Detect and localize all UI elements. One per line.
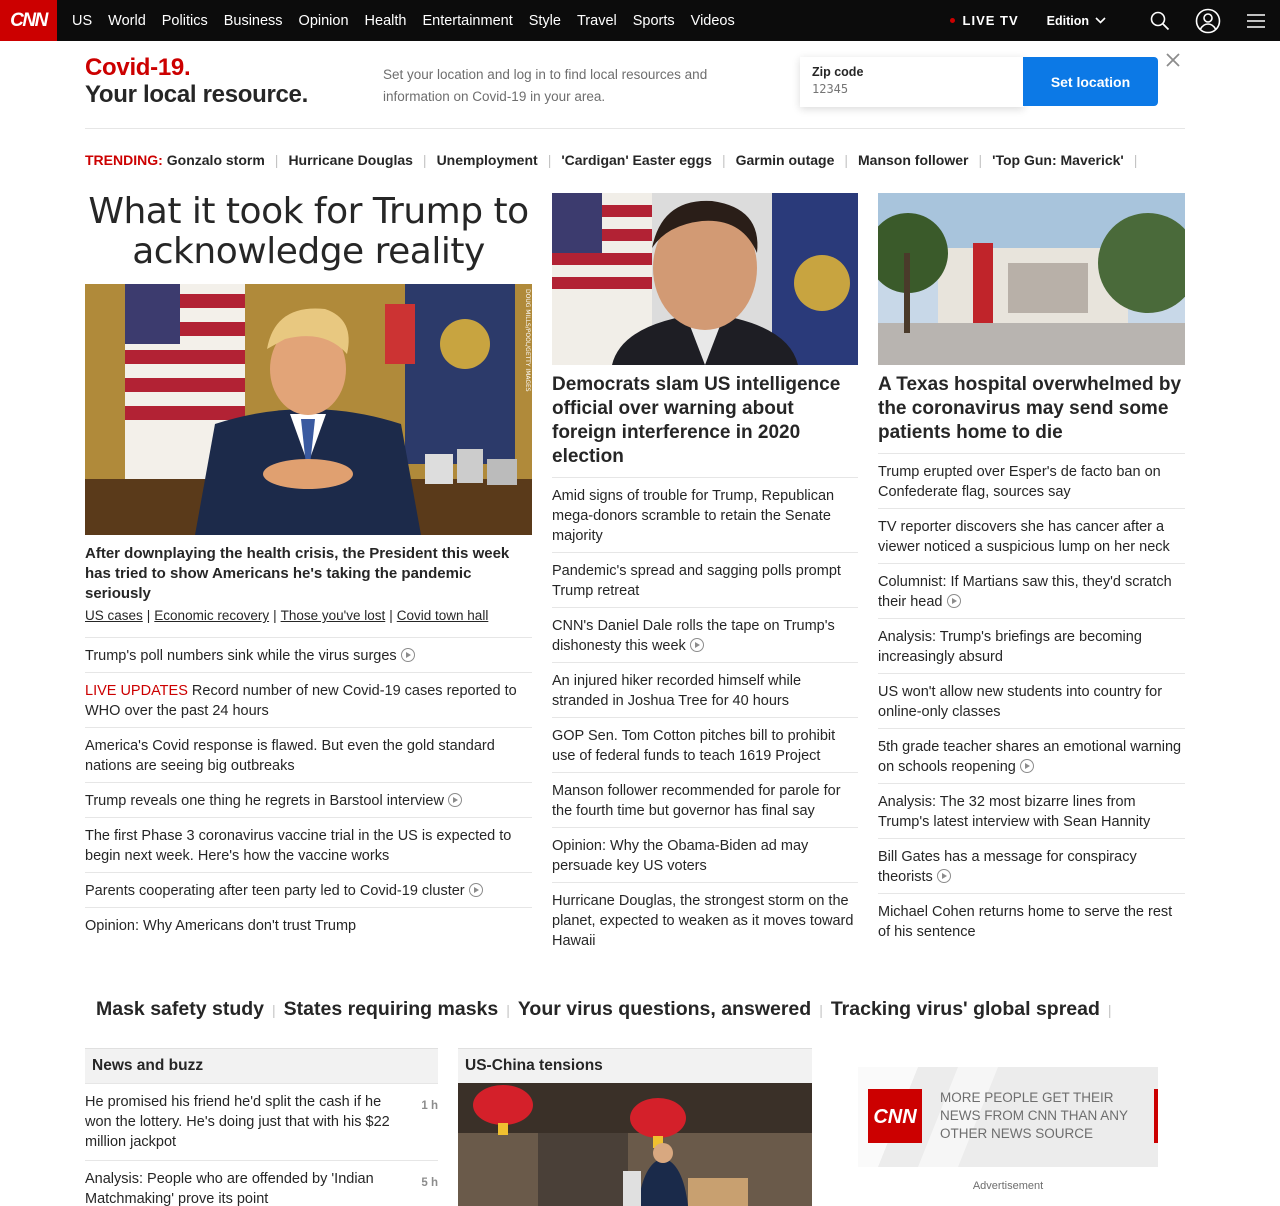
trending-separator: | bbox=[1133, 152, 1138, 168]
story-text: Pandemic's spread and sagging polls prompt Trump retreat bbox=[552, 563, 841, 599]
covid-description: Set your location and log in to find local resources and information on Covid-19 in your area. bbox=[383, 67, 708, 104]
story-item[interactable] bbox=[552, 477, 858, 552]
trending-item[interactable]: Garmin outage bbox=[735, 152, 835, 168]
story-item[interactable] bbox=[552, 607, 858, 662]
link-separator: | bbox=[389, 608, 393, 623]
trending-separator: | bbox=[978, 152, 983, 168]
middle-headline[interactable]: Democrats slam US intelligence official over warning about foreign interference in 2020 election bbox=[552, 374, 841, 467]
story-item[interactable] bbox=[878, 508, 1185, 563]
news-and-buzz-list bbox=[85, 1083, 438, 1206]
chevron-down-icon bbox=[1095, 17, 1106, 24]
play-video-icon bbox=[690, 638, 704, 652]
official-portrait-photo bbox=[552, 193, 858, 365]
search-button[interactable] bbox=[1136, 0, 1184, 41]
play-video-icon bbox=[947, 594, 961, 608]
zip-code-label: Zip code bbox=[812, 65, 864, 79]
us-china-section bbox=[458, 1048, 812, 1206]
story-text: Analysis: Trump's briefings are becoming increasingly absurd bbox=[878, 629, 1142, 665]
right-story-list bbox=[878, 453, 1185, 948]
play-video-icon bbox=[448, 793, 462, 807]
news-and-buzz-title[interactable]: News and buzz bbox=[85, 1048, 438, 1083]
lead-related-links bbox=[85, 608, 532, 623]
nav-links bbox=[72, 13, 751, 29]
bar-separator: | bbox=[272, 1001, 276, 1018]
cnn-ad-banner bbox=[858, 1067, 1158, 1167]
story-item[interactable] bbox=[878, 783, 1185, 838]
story-text: Parents cooperating after teen party led to Covid-19 cluster bbox=[85, 883, 465, 899]
bar-separator: | bbox=[1107, 1001, 1112, 1018]
buzz-text: Analysis: People who are offended by 'Indian Matchmaking' prove its point bbox=[85, 1171, 374, 1206]
story-item[interactable] bbox=[85, 637, 532, 672]
story-text: Hurricane Douglas, the strongest storm on the planet, expected to weaken as it moves toward Hawaii bbox=[552, 893, 854, 949]
trending-separator: | bbox=[844, 152, 849, 168]
story-item[interactable] bbox=[552, 882, 858, 957]
us-china-title[interactable]: US-China tensions bbox=[458, 1048, 812, 1083]
nav-link-politics[interactable]: Politics bbox=[161, 12, 208, 29]
ad-logo: CNN bbox=[873, 1106, 917, 1128]
trending-item[interactable]: 'Cardigan' Easter eggs bbox=[561, 152, 712, 168]
nav-right bbox=[950, 0, 1280, 41]
cnn-logo[interactable]: CNN bbox=[0, 0, 57, 41]
ad-text: MORE PEOPLE GET THEIR NEWS FROM CNN THAN ANY OTHER NEWS SOURCE bbox=[940, 1090, 1128, 1141]
related-link[interactable]: Covid town hall bbox=[396, 608, 489, 623]
lead-image[interactable] bbox=[85, 284, 532, 535]
buzz-item[interactable] bbox=[85, 1160, 438, 1206]
nav-link-style[interactable]: Style bbox=[528, 12, 561, 29]
coronavirus-links-bar bbox=[96, 998, 1120, 1021]
nav-link-opinion[interactable]: Opinion bbox=[298, 12, 349, 29]
related-link[interactable]: US cases bbox=[85, 608, 143, 623]
nav-link-business[interactable]: Business bbox=[223, 12, 283, 29]
story-text: Trump's poll numbers sink while the virus surges bbox=[85, 648, 397, 664]
trending-item[interactable]: Unemployment bbox=[436, 152, 538, 168]
nav-link-world[interactable]: World bbox=[108, 12, 146, 29]
nav-link-sports[interactable]: Sports bbox=[632, 12, 675, 29]
story-text: Analysis: The 32 most bizarre lines from Trump's latest interview with Sean Hannity bbox=[878, 794, 1151, 830]
story-text: US won't allow new students into country for online-only classes bbox=[878, 684, 1163, 720]
consulate-photo bbox=[458, 1083, 812, 1206]
trending-separator: | bbox=[274, 152, 279, 168]
bar-separator: | bbox=[506, 1001, 510, 1018]
middle-story-list bbox=[552, 477, 858, 957]
trending-bar bbox=[85, 152, 1147, 168]
story-text: Opinion: Why Americans don't trust Trump bbox=[85, 918, 357, 934]
story-text: Record number of new Covid-19 cases reported to WHO over the past 24 hours bbox=[85, 683, 517, 719]
account-button[interactable] bbox=[1184, 0, 1232, 41]
trending-separator: | bbox=[422, 152, 427, 168]
nav-link-us[interactable]: US bbox=[72, 12, 93, 29]
trending-label: TRENDING: bbox=[85, 152, 163, 168]
story-item[interactable] bbox=[878, 673, 1185, 728]
zip-code-input[interactable] bbox=[812, 82, 1002, 96]
advertisement-label: Advertisement bbox=[972, 1180, 1044, 1192]
news-and-buzz-section bbox=[85, 1048, 438, 1206]
story-item[interactable] bbox=[878, 893, 1185, 948]
play-video-icon bbox=[469, 883, 483, 897]
nav-link-travel[interactable]: Travel bbox=[576, 12, 617, 29]
story-text: Columnist: If Martians saw this, they'd scratch their head bbox=[878, 574, 1172, 610]
trending-separator: | bbox=[721, 152, 726, 168]
nav-link-videos[interactable]: Videos bbox=[690, 12, 735, 29]
trump-oval-office-photo bbox=[85, 284, 532, 535]
link-separator: | bbox=[146, 608, 151, 623]
story-item[interactable] bbox=[552, 772, 858, 827]
story-text: Bill Gates has a message for conspiracy theorists bbox=[878, 849, 1137, 885]
play-video-icon bbox=[401, 648, 415, 662]
covid-title bbox=[85, 54, 308, 108]
edition-label: Edition bbox=[1046, 13, 1089, 28]
right-column bbox=[878, 193, 1185, 948]
story-item[interactable] bbox=[552, 552, 858, 607]
live-updates-label: LIVE UPDATES bbox=[85, 683, 188, 699]
bar-separator: | bbox=[819, 1001, 823, 1018]
live-tv-label: LIVE TV bbox=[962, 13, 1019, 28]
nav-link-health[interactable]: Health bbox=[364, 12, 407, 29]
story-item[interactable] bbox=[85, 672, 532, 727]
lead-column bbox=[85, 192, 532, 942]
texas-hospital-image[interactable] bbox=[878, 193, 1185, 365]
live-dot-icon bbox=[950, 18, 955, 23]
story-item[interactable] bbox=[85, 817, 532, 872]
top-nav bbox=[0, 0, 1280, 41]
covid-title-red: Covid-19. bbox=[85, 54, 191, 81]
story-text: Amid signs of trouble for Trump, Republican mega-donors scramble to retain the Senate majority bbox=[552, 488, 835, 544]
story-item[interactable] bbox=[85, 907, 532, 942]
story-text: Trump erupted over Esper's de facto ban on Confederate flag, sources say bbox=[878, 464, 1161, 500]
lead-subhead[interactable]: After downplaying the health crisis, the President this week has tried to show Americans he's taking the pandemic seriously bbox=[85, 545, 510, 602]
story-text: CNN's Daniel Dale rolls the tape on Trump's dishonesty this week bbox=[552, 618, 835, 654]
zip-code-box[interactable] bbox=[800, 57, 1024, 107]
story-text: 5th grade teacher shares an emotional warning on schools reopening bbox=[878, 739, 1182, 775]
photo-credit: DOUG MILLS/POOL/GETTY IMAGES bbox=[524, 289, 531, 392]
story-text: GOP Sen. Tom Cotton pitches bill to prohibit use of federal funds to teach 1619 Project bbox=[552, 728, 836, 764]
story-text: The first Phase 3 coronavirus vaccine trial in the US is expected to begin next week. Here's how the vaccine works bbox=[85, 828, 512, 864]
related-link[interactable]: Those you've lost bbox=[280, 608, 386, 623]
middle-column bbox=[552, 193, 858, 957]
story-item[interactable] bbox=[878, 838, 1185, 893]
story-text: Manson follower recommended for parole for the fourth time but governor has final say bbox=[552, 783, 841, 819]
trending-item[interactable]: 'Top Gun: Maverick' bbox=[992, 152, 1124, 168]
user-icon bbox=[1195, 8, 1221, 34]
advertisement[interactable] bbox=[858, 1067, 1158, 1167]
story-item[interactable] bbox=[878, 453, 1185, 508]
play-video-icon bbox=[1020, 759, 1034, 773]
story-item[interactable] bbox=[552, 827, 858, 882]
story-item[interactable] bbox=[552, 717, 858, 772]
link-separator: | bbox=[273, 608, 277, 623]
story-text: Opinion: Why the Obama-Biden ad may persuade key US voters bbox=[552, 838, 809, 874]
search-icon bbox=[1150, 11, 1170, 31]
story-item[interactable] bbox=[878, 563, 1185, 618]
story-text: Michael Cohen returns home to serve the rest of his sentence bbox=[878, 904, 1173, 940]
buzz-item[interactable] bbox=[85, 1083, 438, 1160]
coronavirus-link[interactable]: Your virus questions, answered bbox=[517, 998, 812, 1020]
story-text: An injured hiker recorded himself while stranded in Joshua Tree for 40 hours bbox=[552, 673, 802, 709]
coronavirus-link[interactable]: Tracking virus' global spread bbox=[830, 998, 1100, 1020]
right-headline[interactable]: A Texas hospital overwhelmed by the coronavirus may send some patients home to die bbox=[878, 374, 1182, 443]
edition-menu[interactable] bbox=[1047, 14, 1106, 28]
story-item[interactable] bbox=[85, 727, 532, 782]
lead-headline[interactable]: What it took for Trump to acknowledge reality bbox=[88, 191, 529, 272]
related-link[interactable]: Economic recovery bbox=[154, 608, 270, 623]
story-item[interactable] bbox=[552, 662, 858, 717]
nav-link-entertainment[interactable]: Entertainment bbox=[422, 12, 513, 29]
story-text: America's Covid response is flawed. But even the gold standard nations are seeing big outbreaks bbox=[85, 738, 495, 774]
close-icon[interactable] bbox=[1165, 52, 1181, 68]
coronavirus-link[interactable]: States requiring masks bbox=[283, 998, 499, 1020]
menu-button[interactable] bbox=[1232, 0, 1280, 41]
hamburger-icon bbox=[1246, 13, 1266, 29]
hospital-building-photo bbox=[878, 193, 1185, 365]
us-china-image[interactable] bbox=[458, 1083, 812, 1206]
story-item[interactable] bbox=[85, 782, 532, 817]
trending-item[interactable]: Hurricane Douglas bbox=[288, 152, 413, 168]
play-video-icon bbox=[937, 869, 951, 883]
story-item[interactable] bbox=[878, 618, 1185, 673]
story-text: Trump reveals one thing he regrets in Barstool interview bbox=[85, 793, 444, 809]
buzz-timestamp: 1 h bbox=[421, 1100, 438, 1112]
intelligence-official-image[interactable] bbox=[552, 193, 858, 365]
story-item[interactable] bbox=[85, 872, 532, 907]
trending-item[interactable]: Gonzalo storm bbox=[166, 152, 265, 168]
story-item[interactable] bbox=[878, 728, 1185, 783]
coronavirus-link[interactable]: Mask safety study bbox=[96, 998, 264, 1020]
covid-title-dark: Your local resource. bbox=[85, 81, 308, 108]
story-text: TV reporter discovers she has cancer after a viewer noticed a suspicious lump on her neck bbox=[878, 519, 1170, 555]
live-tv-link[interactable] bbox=[950, 13, 1019, 28]
divider bbox=[85, 128, 1185, 129]
buzz-timestamp: 5 h bbox=[421, 1177, 438, 1189]
lead-story-list bbox=[85, 637, 532, 942]
buzz-text: He promised his friend he'd split the cash if he won the lottery. He's doing just that with his $22 million jackpot bbox=[85, 1094, 390, 1150]
covid-banner bbox=[85, 52, 1185, 128]
trending-item[interactable]: Manson follower bbox=[858, 152, 969, 168]
set-location-button[interactable]: Set location bbox=[1023, 57, 1158, 106]
trending-separator: | bbox=[547, 152, 552, 168]
